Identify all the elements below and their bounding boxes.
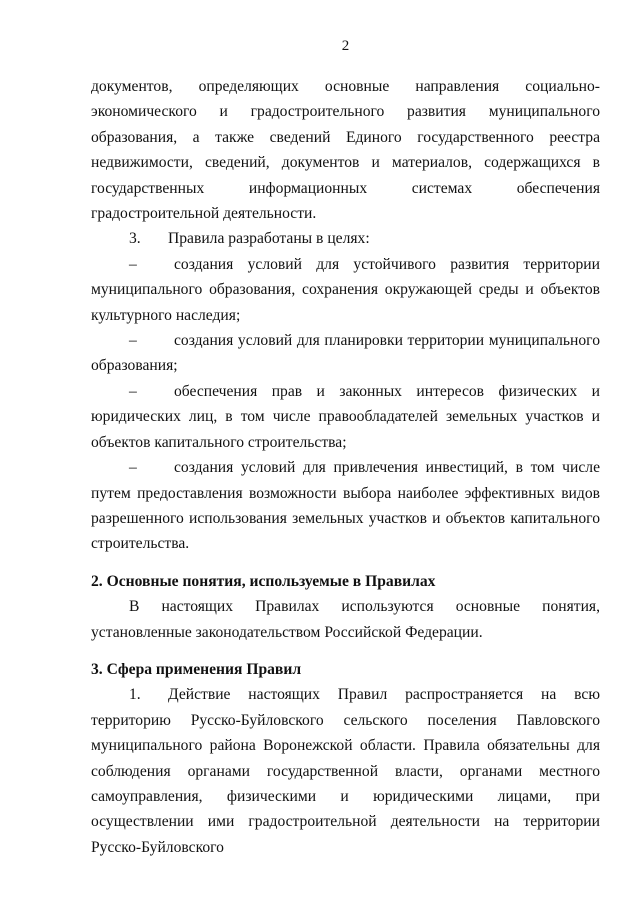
item-3-number: 3. bbox=[129, 230, 141, 248]
spacer bbox=[91, 645, 600, 657]
list-dash: – bbox=[129, 382, 137, 400]
list-dash: – bbox=[129, 459, 137, 477]
item-3-text: Правила разработаны в целях: bbox=[168, 230, 370, 248]
list-item-text: обеспечения прав и законных интересов физических и юридических лиц, в том числе правообладателей земельных участков и объектов капитального строительства; bbox=[91, 382, 600, 451]
section-3-item-1 bbox=[91, 682, 600, 860]
section-2-text: В настоящих Правилах используются основные понятия, установленные законодательством Российской Федерации. bbox=[91, 598, 600, 641]
spacer bbox=[91, 557, 600, 569]
list-item-text: создания условий для планировки территории муниципального образования; bbox=[91, 332, 600, 375]
list-dash: – bbox=[129, 332, 137, 350]
section-3-item-number: 1. bbox=[129, 686, 141, 704]
page-number: 2 bbox=[341, 38, 350, 54]
section-2-heading: 2. Основные понятия, используемые в Правилах bbox=[91, 572, 436, 590]
list-item bbox=[91, 252, 600, 328]
list-dash: – bbox=[129, 255, 137, 273]
item-3 bbox=[91, 226, 600, 251]
section-3-heading: 3. Сфера применения Правил bbox=[91, 660, 302, 678]
list-item bbox=[91, 379, 600, 455]
list-item bbox=[91, 328, 600, 379]
section-3-item-text: Действие настоящих Правил распространяется на всю территорию Русско-Буйловского сельского поселения Павловского муниципального района Воронежской области. Правила обязательны для соблюдения органами государственной власти, органами местного самоуправления, физическими и юридическими лицами, при осуществлении ими градостроительной деятельности на территории Русско-Буйловского bbox=[91, 686, 600, 856]
intro-paragraph: документов, определяющих основные направления социально-экономического и градостроительного развития муниципального образования, а также сведений Единого государственного реестра недвижимости, сведений, документов и материалов, содержащихся в государственных информационных системах обеспечения градостроительной деятельности. bbox=[91, 78, 600, 223]
list-item bbox=[91, 455, 600, 557]
list-item-text: создания условий для привлечения инвестиций, в том числе путем предоставления возможности выбора наиболее эффективных видов разрешенного использования земельных участков и объектов капитального строительства. bbox=[91, 459, 600, 553]
list-item-text: создания условий для устойчивого развития территории муниципального образования, сохранения окружающей среды и объектов культурного наследия; bbox=[91, 255, 600, 324]
